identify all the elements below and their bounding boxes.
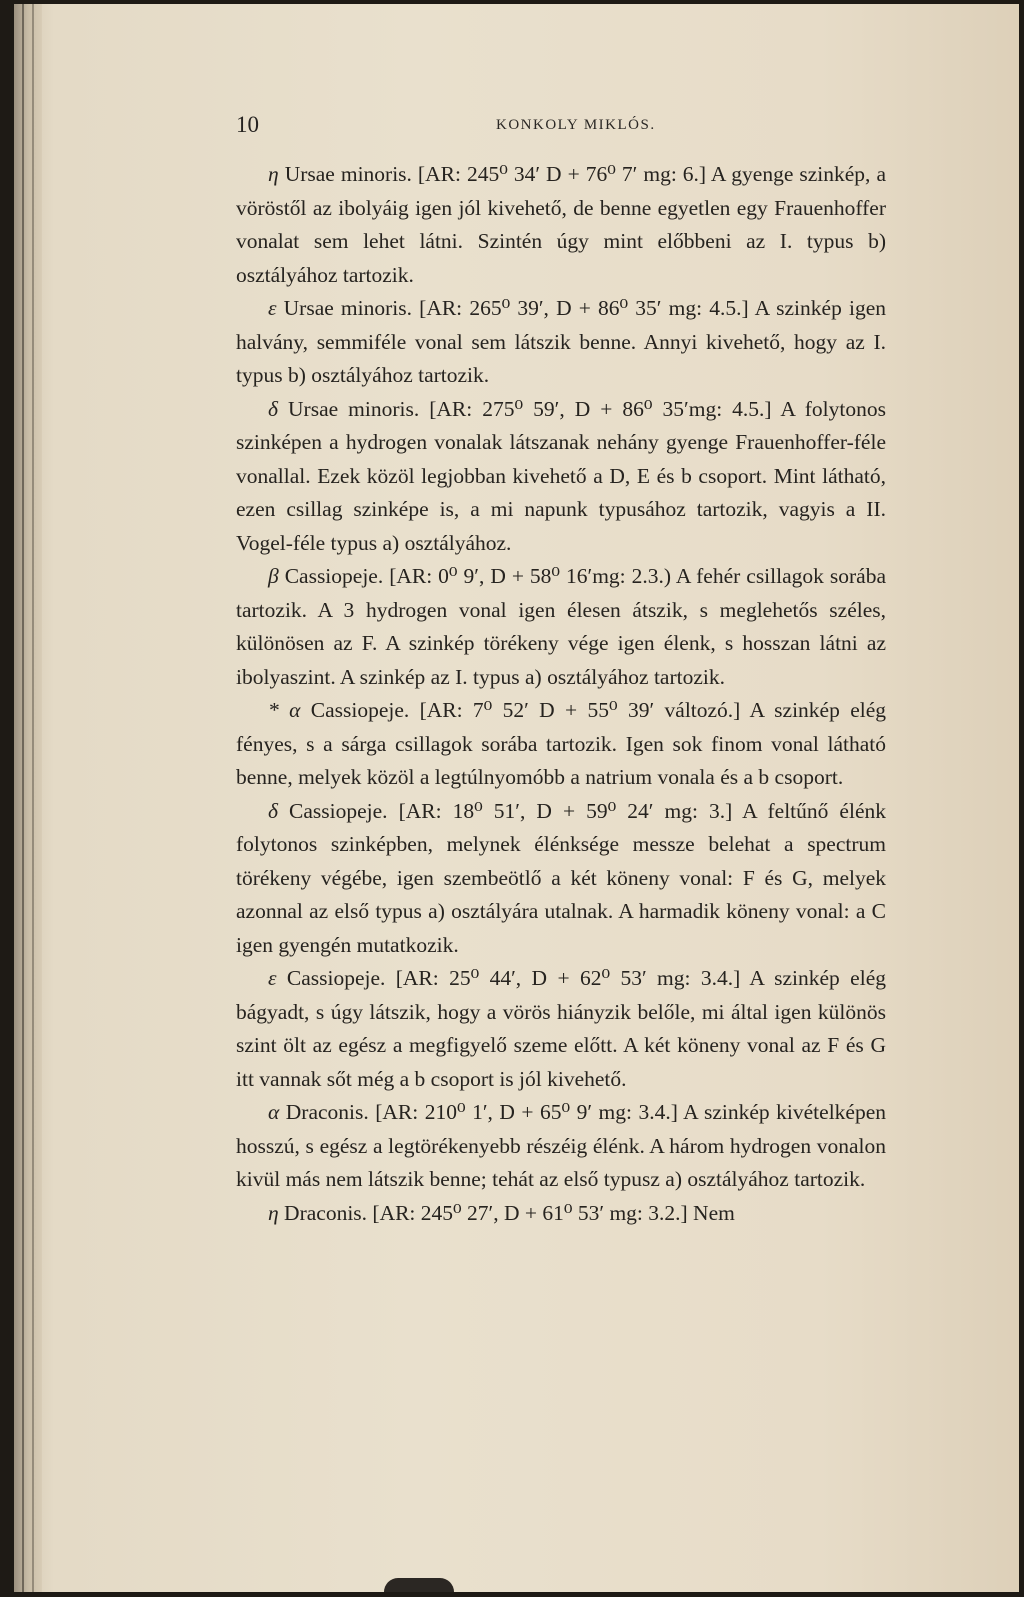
entry-text: Cassiopeje. [AR: 18⁰ 51′, D + 59⁰ 24′ mg: 3.] A feltűnő élénk folytonos szinképben, melynek élénksége messze belehat a spectrum törékeny végébe, igen szembeötlő a két köneny vonal: F és G, melyek azonnal az első typus a) osztályára utalnak. A harmadik köneny vonal: a C igen gyengén mutatkozik. [236, 798, 886, 957]
entry-delta-ursae-minoris [236, 393, 886, 561]
entry-text: Ursae minoris. [AR: 245⁰ 34′ D + 76⁰ 7′ mg: 6.] A gyenge szinkép, a vöröstől az ibolyáig igen jól kivehető, de benne egyetlen egy Frauenhoffer vonalat sem lehet látni. Szintén úgy mint előbbeni az I. typus b) osztályához tartozik. [236, 162, 886, 287]
book-page [14, 4, 1019, 1592]
greek-letter: β [268, 564, 279, 588]
entry-eta-draconis [236, 1197, 886, 1231]
entry-text: Draconis. [AR: 245⁰ 27′, D + 61⁰ 53′ mg: 3.2.] Nem [278, 1200, 735, 1225]
greek-letter: * α [268, 698, 301, 722]
entry-text: Draconis. [AR: 210⁰ 1′, D + 65⁰ 9′ mg: 3.4.] A szinkép kivételképen hosszú, s egész a legtörékenyebb részéig élénk. A három hydrogen vonalon kivül más nem látszik benne; tehát az első typusz a) osztályához tartozik. [236, 1100, 886, 1191]
greek-letter: η [268, 162, 279, 186]
entry-text: Ursae minoris. [AR: 275⁰ 59′, D + 86⁰ 35′mg: 4.5.] A folytonos szinképen a hydrogen vonalak látszanak nehány gyenge Frauenhoffer-féle vonallal. Ezek közöl legjobban kivehető a D, E és b csoport. Mint látható, ezen csillag szinképe is, a mi napunk typusához tartozik, vagyis a II. Vogel-féle typus a) osztályához. [236, 396, 886, 555]
body-text [236, 158, 886, 1230]
page-binding-edge [14, 4, 42, 1592]
greek-letter: η [268, 1200, 279, 1225]
page-header [236, 112, 886, 142]
greek-letter: ε [268, 966, 277, 990]
entry-eta-ursae-minoris [236, 158, 886, 292]
running-head: KONKOLY MIKLÓS. [496, 117, 656, 133]
entry-alpha-draconis [236, 1096, 886, 1197]
entry-beta-cassiopeje [236, 560, 886, 694]
entry-text: Ursae minoris. [AR: 265⁰ 39′, D + 86⁰ 35′ mg: 4.5.] A szinkép igen halvány, semmiféle vonal sem látszik benne. Annyi kivehető, hogy az I. typus b) osztályához tartozik. [236, 296, 886, 387]
entry-delta-cassiopeje [236, 795, 886, 963]
bookmark-tab-shape [384, 1578, 454, 1592]
entry-epsilon-ursae-minoris [236, 292, 886, 393]
entry-text: Cassiopeje. [AR: 0⁰ 9′, D + 58⁰ 16′mg: 2.3.) A fehér csillagok sorába tartozik. A 3 hydrogen vonal igen élesen átszik, s meglehetős széles, különösen az F. A szinkép törékeny vége igen élenk, s hosszan látni az ibolyaszint. A szinkép az I. typus a) osztályához tartozik. [236, 564, 886, 689]
entry-text: Cassiopeje. [AR: 25⁰ 44′, D + 62⁰ 53′ mg: 3.4.] A szinkép elég bágyadt, s úgy látszik, hogy a vörös hiányzik belőle, mi által igen különös szint ölt az egész a megfigyelő szeme előtt. A két köneny vonal az F és G itt vannak sőt még a b csoport is jól kivehető. [236, 966, 886, 1091]
entry-epsilon-cassiopeje [236, 962, 886, 1096]
entry-text: Cassiopeje. [AR: 7⁰ 52′ D + 55⁰ 39′ változó.] A szinkép elég fényes, s a sárga csillagok sorába tartozik. Igen sok finom vonal látható benne, melyek közöl a legtúlnyomóbb a natrium vonala és a b csoport. [236, 698, 886, 789]
greek-letter: δ [268, 798, 278, 823]
greek-letter: ε [268, 296, 277, 320]
greek-letter: α [268, 1100, 280, 1124]
greek-letter: δ [268, 396, 278, 421]
entry-alpha-cassiopeje [236, 694, 886, 795]
page-number: 10 [236, 112, 259, 137]
